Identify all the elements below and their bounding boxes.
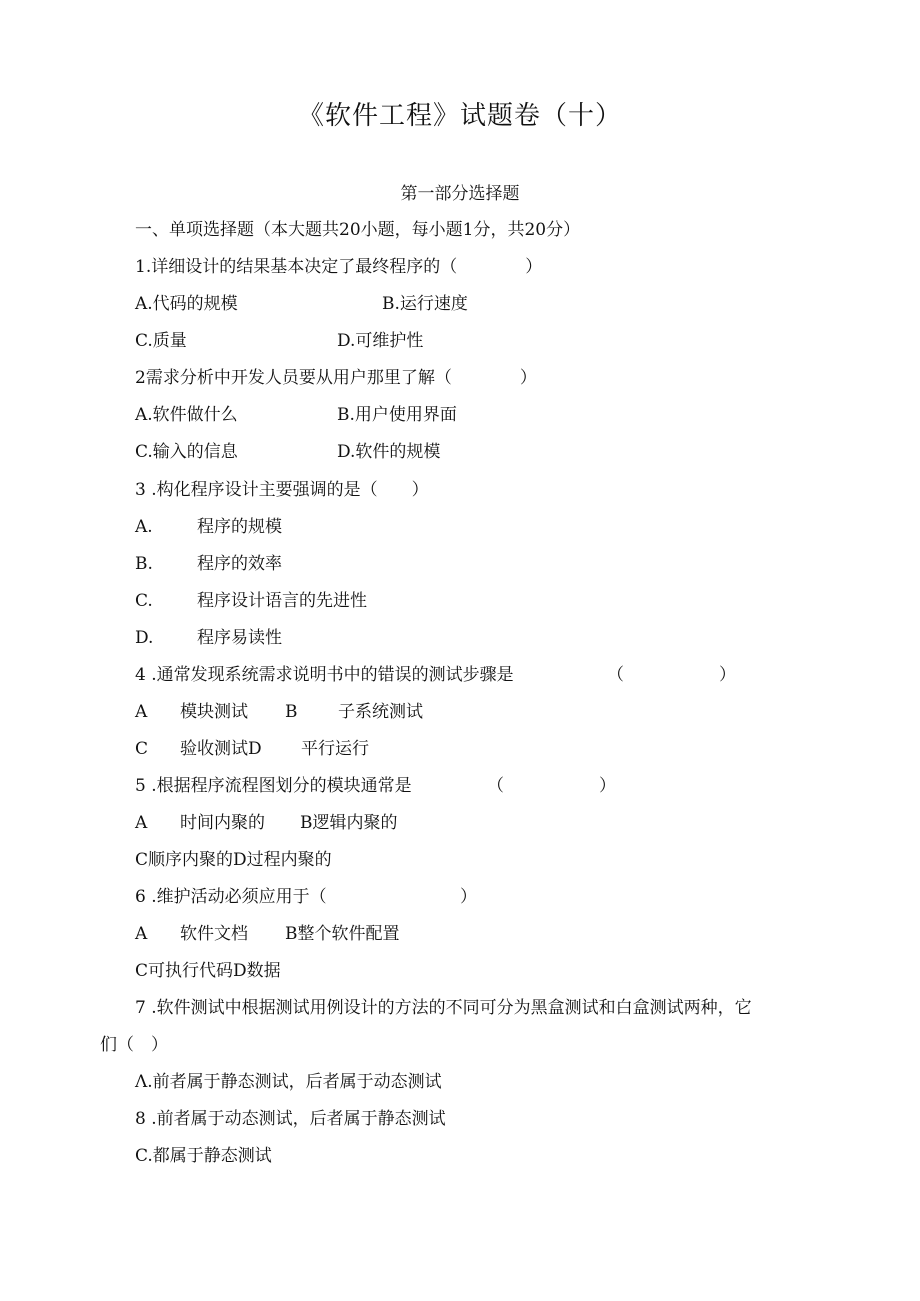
question-7-stem-line-2: 们（ ） (100, 1035, 168, 1055)
option-text: 平行运行 (301, 739, 369, 759)
option-letter: D. (135, 628, 154, 648)
question-4-options-row-2 (135, 737, 555, 761)
option-letter: C (135, 739, 149, 759)
answer-bracket-close: ） (719, 665, 736, 685)
question-4-options-row-1 (135, 700, 555, 724)
question-2-option-d: D.软件的规模 (337, 442, 441, 462)
option-text: 模块测试 (180, 702, 248, 722)
question-7-stem-line-1: 7 .软件测试中根据测试用例设计的方法的不同可分为黑盒测试和白盒测试两种，它 (135, 998, 752, 1018)
section-heading: 一、单项选择题（本大题共20小题，每小题1分，共20分） (135, 220, 581, 240)
question-1-options-row-2 (135, 329, 635, 353)
question-4-stem-line (135, 663, 755, 687)
question-1-options-row-1 (135, 292, 635, 316)
question-1-option-c: C.质量 (135, 331, 187, 351)
option-letter: C. (135, 591, 153, 611)
question-2-options-row-2 (135, 440, 635, 464)
question-1-option-a: A.代码的规模 (135, 294, 238, 314)
question-6-options-row-1 (135, 922, 555, 946)
option-text: B整个软件配置 (285, 924, 400, 944)
question-6-options-row-2: C可执行代码D数据 (135, 961, 281, 981)
answer-bracket-open: （ (607, 665, 624, 685)
question-5-stem-line (135, 774, 655, 798)
part-heading: 第一部分选择题 (400, 184, 520, 204)
question-5-options-row-2: C顺序内聚的D过程内聚的 (135, 850, 332, 870)
option-text: 验收测试D (180, 739, 262, 759)
option-text: 程序的规模 (197, 517, 282, 537)
option-text: 子系统测试 (338, 702, 423, 722)
option-letter: B. (135, 554, 153, 574)
question-1-stem: 1.详细设计的结果基本决定了最终程序的（ ） (135, 257, 543, 277)
question-1-option-b: B.运行速度 (382, 294, 468, 314)
option-letter: A (135, 702, 148, 722)
question-7-option-b: 8 .前者属于动态测试，后者属于静态测试 (135, 1109, 446, 1129)
question-3-option-b (135, 552, 535, 576)
option-text: 程序的效率 (197, 554, 282, 574)
option-letter: A. (135, 517, 153, 537)
question-7-option-c: C.都属于静态测试 (135, 1146, 272, 1166)
option-text: 软件文档 (180, 924, 248, 944)
question-4-stem: 4 .通常发现系统需求说明书中的错误的测试步骤是 (135, 665, 514, 685)
option-letter: B (285, 702, 298, 722)
option-text: B逻辑内聚的 (300, 813, 398, 833)
option-letter: A (135, 813, 148, 833)
question-2-stem: 2需求分析中开发人员要从用户那里了解（ ） (135, 368, 537, 388)
question-6-stem: 6 .维护活动必须应用于（ (135, 887, 327, 907)
question-5-stem: 5 .根据程序流程图划分的模块通常是 (135, 776, 412, 796)
question-2-option-a: A.软件做什么 (135, 405, 238, 425)
answer-bracket-close: ） (460, 887, 477, 907)
question-2-options-row-1 (135, 403, 635, 427)
option-text: 时间内聚的 (180, 813, 265, 833)
option-letter: A (135, 924, 148, 944)
answer-bracket-open: （ (487, 776, 504, 796)
option-text: 程序设计语言的先进性 (197, 591, 367, 611)
question-2-option-c: C.输入的信息 (135, 442, 238, 462)
question-3-option-c (135, 589, 535, 613)
question-6-stem-line (135, 885, 535, 909)
exam-title: 《软件工程》试题卷（十） (297, 101, 622, 131)
question-7-option-a: Λ.前者属于静态测试，后者属于动态测试 (135, 1072, 442, 1092)
question-1-option-d: D.可维护性 (337, 331, 424, 351)
question-2-option-b: B.用户使用界面 (337, 405, 457, 425)
option-text: 程序易读性 (197, 628, 282, 648)
question-3-stem: 3 .构化程序设计主要强调的是（ ） (135, 480, 429, 500)
question-3-option-a (135, 515, 535, 539)
question-3-option-d (135, 626, 535, 650)
question-5-options-row-1 (135, 811, 555, 835)
answer-bracket-close: ） (599, 776, 616, 796)
